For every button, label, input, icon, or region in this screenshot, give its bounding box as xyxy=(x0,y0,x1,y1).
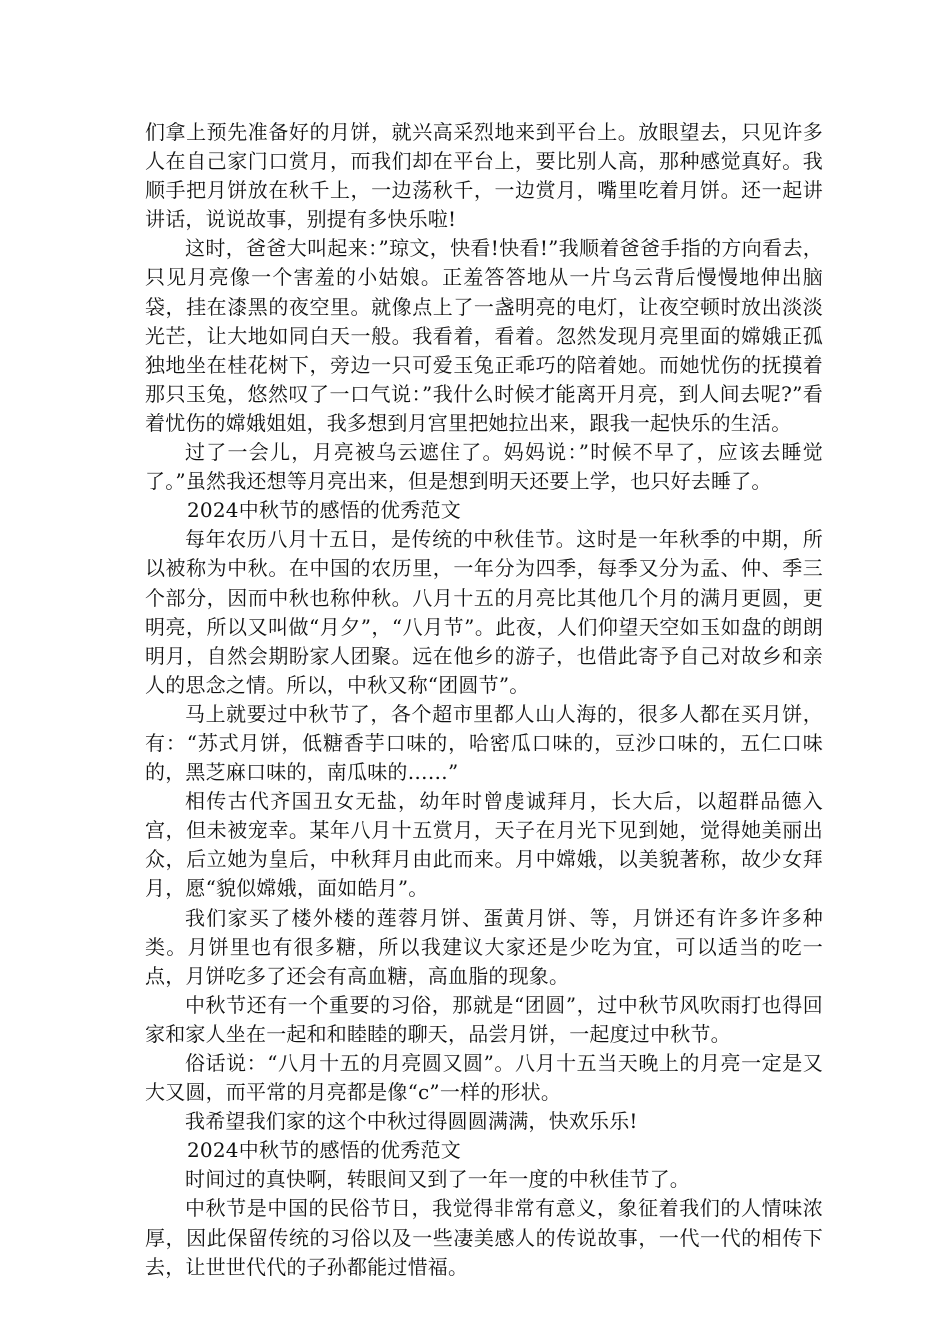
paragraph: 时间过的真快啊，转眼间又到了一年一度的中秋佳节了。 xyxy=(185,1167,690,1192)
paragraph: 俗话说：“八月十五的月亮圆又圆”。八月十五当天晚上的月亮一定是又大又圆，而平常的月亮都是像“c”一样的形状。 xyxy=(145,1051,823,1105)
paragraph: 每年农历八月十五日，是传统的中秋佳节。这时是一年秋季的中期，所以被称为中秋。在中国的农历里，一年分为四季，每季又分为孟、仲、季三个部分，因而中秋也称仲秋。八月十五的月亮比其他几个月的满月更圆，更明亮，所以又叫做“月夕”，“八月节”。此夜，人们仰望天空如玉如盘的朗朗明月，自然会期盼家人团聚。远在他乡的游子，也借此寄予自己对故乡和亲人的思念之情。所以，中秋又称“团圆节”。 xyxy=(145,527,823,697)
document-body xyxy=(145,118,823,1282)
paragraph: 马上就要过中秋节了，各个超市里都人山人海的，很多人都在买月饼，有：“苏式月饼，低糖香芋口味的，哈密瓜口味的，豆沙口味的，五仁口味的，黑芝麻口味的，南瓜味的……” xyxy=(145,701,823,785)
paragraph: 中秋节是中国的民俗节日，我觉得非常有意义，象征着我们的人情味浓厚，因此保留传统的习俗以及一些凄美感人的传说故事，一代一代的相传下去，让世世代代的子孙都能过惜福。 xyxy=(145,1196,823,1279)
section-heading: 2024中秋节的感悟的优秀范文 xyxy=(187,498,461,523)
paragraph: 们拿上预先准备好的月饼，就兴高采烈地来到平台上。放眼望去，只见许多人在自己家门口赏月，而我们却在平台上，要比别人高，那种感觉真好。我顺手把月饼放在秋千上，一边荡秋千，一边赏月，嘴里吃着月饼。还一起讲讲话，说说故事，别提有多快乐啦! xyxy=(145,120,823,232)
paragraph: 相传古代齐国丑女无盐，幼年时曾虔诚拜月，长大后，以超群品德入宫，但未被宠幸。某年八月十五赏月，天子在月光下见到她，觉得她美丽出众，后立她为皇后，中秋拜月由此而来。月中嫦娥，以美貌著称，故少女拜月，愿“貌似嫦娥，面如皓月”。 xyxy=(145,789,823,901)
paragraph: 我们家买了楼外楼的莲蓉月饼、蛋黄月饼、等，月饼还有许多许多种类。月饼里也有很多糖，所以我建议大家还是少吃为宜，可以适当的吃一点，月饼吃多了还会有高血糖，高血脂的现象。 xyxy=(145,905,823,988)
paragraph: 过了一会儿，月亮被乌云遮住了。妈妈说：”时候不早了，应该去睡觉了。”虽然我还想等月亮出来，但是想到明天还要上学，也只好去睡了。 xyxy=(145,440,823,494)
paragraph: 这时，爸爸大叫起来：”琼文，快看!快看!”我顺着爸爸手指的方向看去，只见月亮像一个害羞的小姑娘。正羞答答地从一片乌云背后慢慢地伸出脑袋，挂在漆黑的夜空里。就像点上了一盏明亮的电灯，让夜空顿时放出淡淡光芒，让大地如同白天一般。我看着，看着。忽然发现月亮里面的嫦娥正孤独地坐在桂花树下，旁边一只可爱玉兔正乖巧的陪着她。而她忧伤的抚摸着那只玉兔，悠然叹了一口气说：”我什么时候才能离开月亮，到人间去呢?”看着忧伤的嫦娥姐姐，我多想到月宫里把她拉出来，跟我一起快乐的生活。 xyxy=(145,236,823,435)
paragraph: 我希望我们家的这个中秋过得圆圆满满，快欢乐乐! xyxy=(185,1109,638,1134)
section-heading: 2024中秋节的感悟的优秀范文 xyxy=(187,1138,461,1163)
paragraph: 中秋节还有一个重要的习俗，那就是“团圆”，过中秋节风吹雨打也得回家和家人坐在一起和和睦睦的聊天，品尝月饼，一起度过中秋节。 xyxy=(145,992,823,1046)
